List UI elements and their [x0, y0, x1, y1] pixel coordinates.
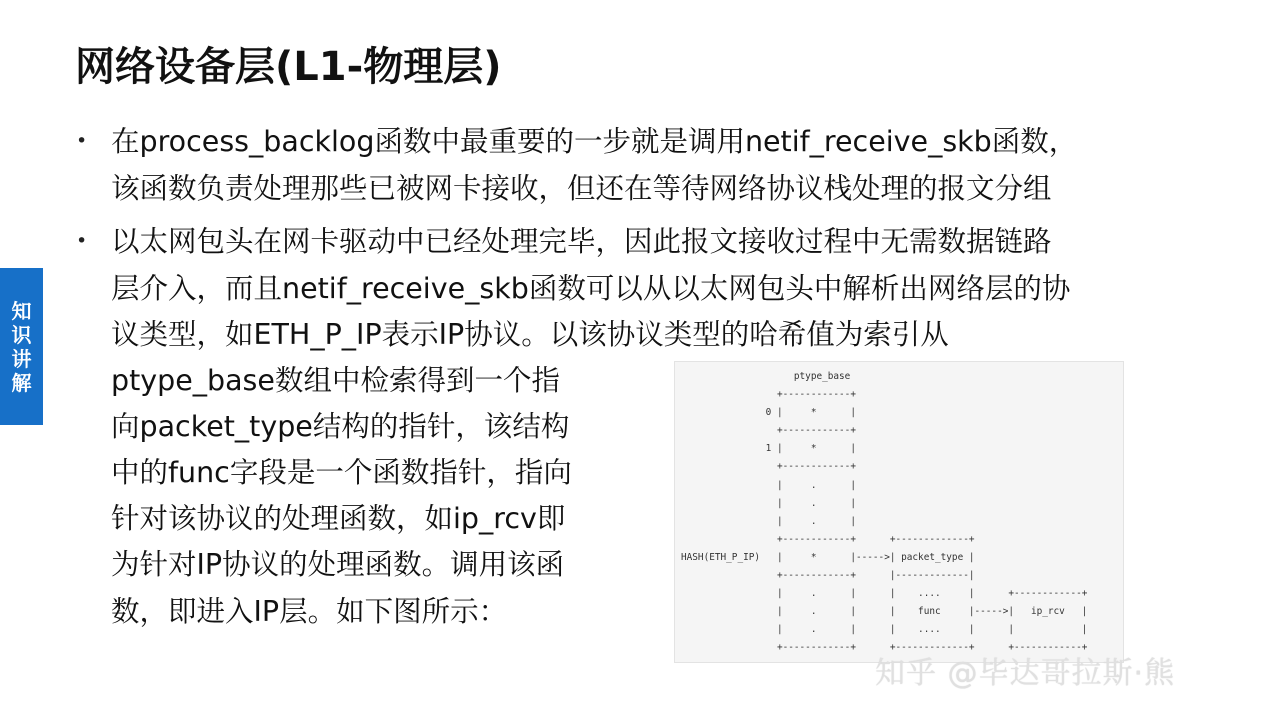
zhihu-watermark: 知乎 @毕达哥拉斯·熊	[875, 656, 1176, 691]
ptype-base-diagram	[674, 361, 1124, 663]
text-line: 层介入，而且netif_receive_skb函数可以从以太网包头中解析出网络层的协	[111, 272, 1071, 305]
page-title: 网络设备层(L1-物理层)	[75, 44, 502, 90]
side-tab-char: 知	[11, 298, 32, 323]
side-tab-char: 解	[11, 370, 32, 395]
text-line: 针对该协议的处理函数，如ip_rcv即	[111, 502, 566, 535]
text-line: 为针对IP协议的处理函数。调用该函	[111, 548, 565, 581]
text-line: 数，即进入IP层。如下图所示：	[111, 595, 508, 628]
side-tab-knowledge	[0, 268, 43, 425]
ascii-diagram: ptype_base +------------+ 0 | * | +------------+ 1 | * | +------------+ | . | | . | | . | +------------+ +-------------+ HASH(ETH_P_IP) | * |----->| packet_type | +------------+ |-------------| | . | | .... | +------------+ | . | | func |----->| ip_rcv | | . | | .... | | | +------------+ +-------------+ +------------+	[681, 371, 1088, 654]
text-line: 向packet_type结构的指针，该结构	[111, 410, 570, 443]
bullet-marker: •	[76, 130, 88, 152]
text-line: 在process_backlog函数中最重要的一步就是调用netif_receive_skb函数，	[111, 125, 1078, 158]
text-line: 以太网包头在网卡驱动中已经处理完毕，因此报文接收过程中无需数据链路	[111, 225, 1052, 258]
bullet-marker: •	[76, 230, 88, 252]
text-line: 议类型，如ETH_P_IP表示IP协议。以该协议类型的哈希值为索引从	[111, 318, 949, 351]
text-line: ptype_base数组中检索得到一个指	[111, 364, 560, 397]
side-tab-char: 讲	[11, 346, 32, 371]
side-tab-char: 识	[11, 322, 32, 347]
text-line: 中的func字段是一个函数指针，指向	[111, 456, 572, 489]
text-line: 该函数负责处理那些已被网卡接收，但还在等待网络协议栈处理的报文分组	[111, 172, 1052, 205]
